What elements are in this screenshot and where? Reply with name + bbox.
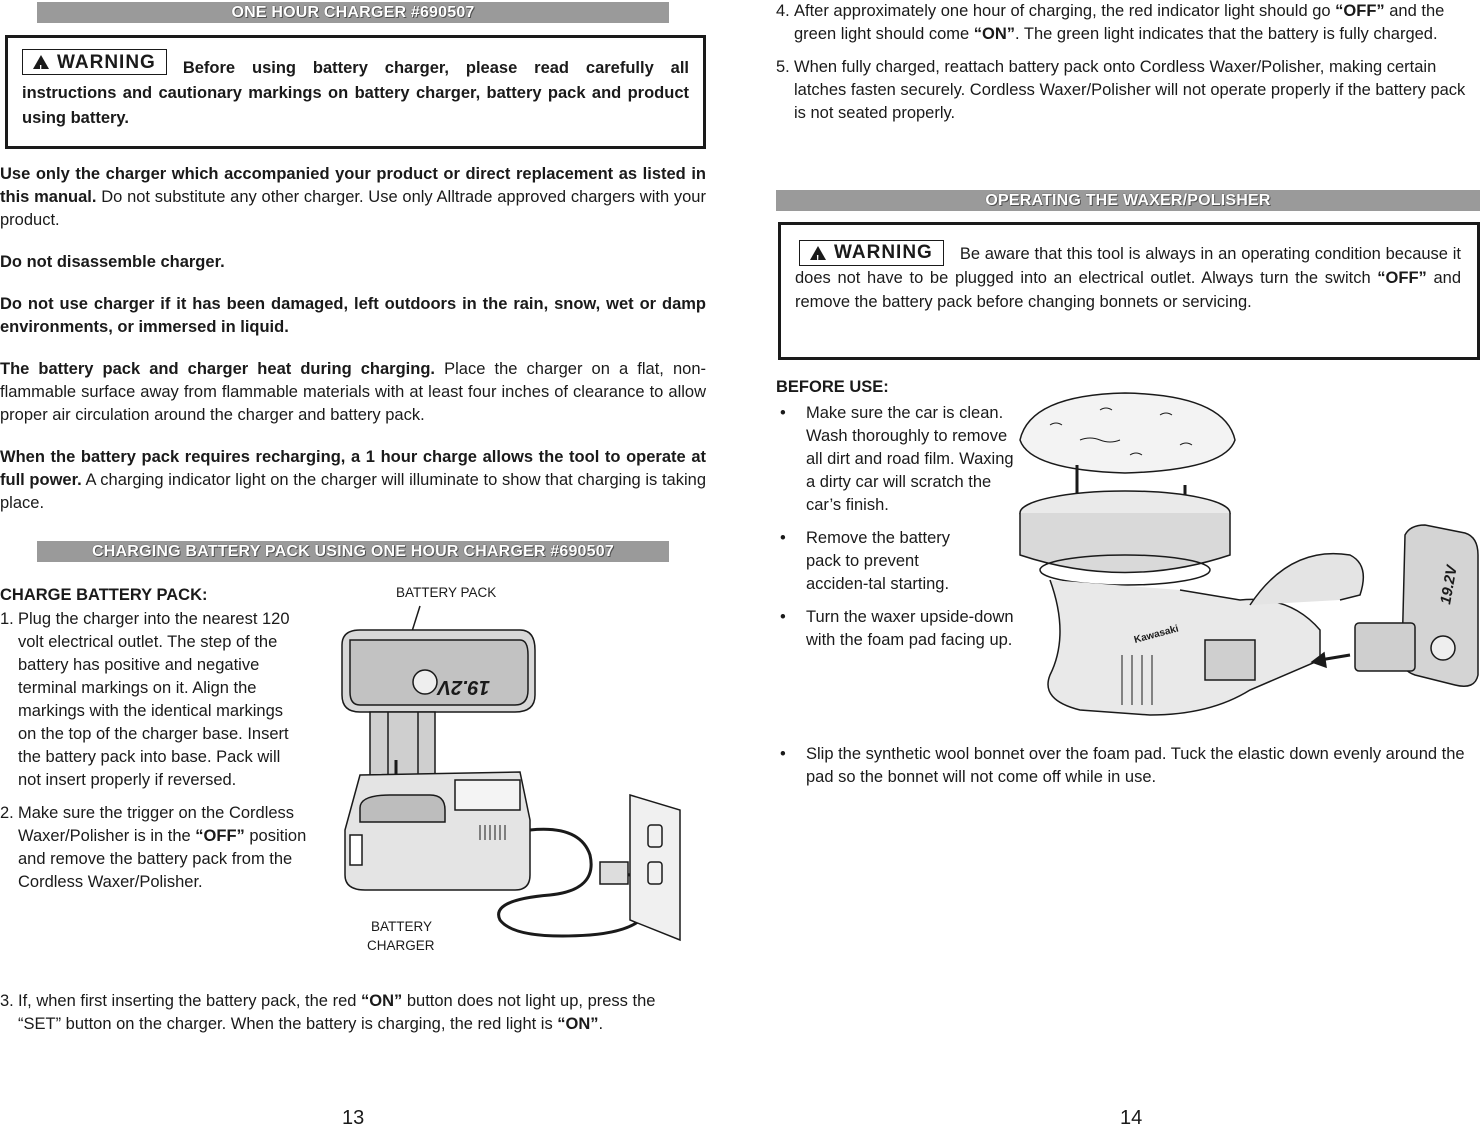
warning-label xyxy=(799,240,944,266)
bullet-text: Turn the waxer upside-down with the foam pad facing up. xyxy=(806,608,1014,649)
text: If, when first inserting the battery pack, the red xyxy=(18,992,362,1010)
bullet-text: Remove the battery pack to prevent acciden-tal starting. xyxy=(806,529,950,593)
charge-heading: CHARGE BATTERY PACK: xyxy=(0,586,208,604)
warning-triangle-icon xyxy=(810,246,826,260)
paragraph-recharge xyxy=(0,446,706,515)
text: . xyxy=(598,1015,604,1033)
step-number: 1. xyxy=(0,610,14,628)
charger-well xyxy=(360,795,445,822)
paragraph-charger-only xyxy=(0,163,706,232)
charger-warning-box xyxy=(5,35,706,149)
bold-text: Do not use charger if it has been damaged, left outdoors in the rain, snow, wet or damp environments, or immersed in liquid. xyxy=(0,295,706,336)
before-use-heading: BEFORE USE: xyxy=(776,378,889,396)
step-text xyxy=(794,0,1481,46)
body-text: Do not substitute any other charger. Use only Alltrade approved chargers with your product. xyxy=(0,188,706,229)
waxer-illustration xyxy=(1010,385,1480,735)
wool-bonnet xyxy=(1020,393,1235,473)
text: and remove the battery pack before changing bonnets or servicing. xyxy=(795,269,1461,311)
bullet-icon: • xyxy=(780,404,786,422)
step-3 xyxy=(0,990,700,1036)
text: position and remove the battery pack from the Cordless Waxer/Polisher. xyxy=(18,827,307,891)
text: button does not light up, press the “SET” button on the charger. When the battery is charging, the red light is xyxy=(18,992,656,1033)
warning-label-text: WARNING xyxy=(834,242,933,263)
step-number: 2. xyxy=(0,804,14,822)
step-number: 3. xyxy=(0,992,14,1010)
bullet-icon: • xyxy=(780,745,786,763)
banner-charging-battery-pack: CHARGING BATTERY PACK USING ONE HOUR CHARGER #690507 xyxy=(37,541,669,562)
charge-steps xyxy=(0,584,310,894)
bullet-item-3 xyxy=(776,606,1016,652)
bullet-item-4 xyxy=(776,743,1480,789)
tool-brand-text: Kawasaki xyxy=(1132,623,1180,646)
step-text xyxy=(18,802,308,894)
wall-outlet xyxy=(630,795,680,940)
battery-stem xyxy=(1355,623,1415,671)
banner-one-hour-charger: ONE HOUR CHARGER #690507 xyxy=(37,2,669,23)
on-text: “ON” xyxy=(361,992,403,1010)
pack-voltage-text: 19.2V xyxy=(1437,564,1461,606)
paragraph-damaged xyxy=(0,293,706,339)
text: Make sure the trigger on the Cordless Waxer/Polisher is in the xyxy=(18,804,295,845)
warning-label-text: WARNING xyxy=(57,51,156,73)
battery-latch-icon xyxy=(1431,636,1455,660)
paragraph-no-disassemble xyxy=(0,251,706,274)
page-number-14: 14 xyxy=(1120,1107,1143,1129)
step-5 xyxy=(776,56,1481,125)
step-2 xyxy=(0,802,310,894)
bold-text: Do not disassemble charger. xyxy=(0,253,225,271)
warning-label xyxy=(22,49,167,75)
charger-label-plate xyxy=(455,780,520,810)
bold-text: When the battery pack requires recharging, a 1 hour charge allows the tool to operate at full power. xyxy=(0,448,706,489)
paragraph-heat xyxy=(0,358,706,427)
bullet-icon: • xyxy=(780,608,786,626)
off-text: “OFF” xyxy=(1335,2,1385,20)
bullet-item-1 xyxy=(776,402,1016,517)
step-number: 4. xyxy=(776,2,790,20)
bold-text: The battery pack and charger heat during charging. xyxy=(0,360,436,378)
text: . The green light indicates that the battery is fully charged. xyxy=(1015,25,1438,43)
banner-operating: OPERATING THE WAXER/POLISHER xyxy=(776,190,1480,211)
charger-illustration xyxy=(330,600,690,945)
charger-warning-text: Before using battery charger, please read carefully all instructions and cautionary markings on battery charger, battery pack and product using battery. xyxy=(22,59,689,127)
battery-latch-icon xyxy=(413,670,437,694)
bullet-item-2 xyxy=(776,527,1016,596)
text: Be aware that this tool is always in an operating condition because it does not have to be plugged into an electrical outlet. Always turn the switch xyxy=(795,245,1461,287)
text: After approximately one hour of charging, the red indicator light should go xyxy=(794,2,1336,20)
body-text: Place the charger on a flat, non-flammable surface away from flammable materials with at least four inches of clearance to allow proper air circulation around the charger and battery pack. xyxy=(0,360,706,424)
bullet-text: Make sure the car is clean. Wash thoroughly to remove all dirt and road film. Waxing a dirty car will scratch the car’s finish. xyxy=(806,404,1014,514)
waxer-handle xyxy=(1250,554,1363,605)
page-number-13: 13 xyxy=(342,1107,365,1129)
label-battery-pack: BATTERY PACK xyxy=(396,585,497,600)
step-text: Plug the charger into the nearest 120 volt electrical outlet. The step of the battery has positive and negative terminal markings on it. Align the markings with the identical markings on the top of the charger base. Insert the battery pack into base. Pack will not insert properly if reversed. xyxy=(18,610,290,789)
on-text: “ON” xyxy=(973,25,1016,43)
charge-steps-continued xyxy=(776,0,1481,125)
page-13 xyxy=(0,0,740,1129)
foam-pad-side xyxy=(1020,513,1230,573)
body-text: A charging indicator light on the charger will illuminate to show that charging is taking place. xyxy=(0,471,707,512)
bold-text: Use only the charger which accompanied your product or direct replacement as listed in this manual. xyxy=(0,165,706,206)
charger-instructions xyxy=(0,163,706,515)
bullet-icon: • xyxy=(780,529,786,547)
step-text xyxy=(18,990,700,1036)
operating-warning-box xyxy=(778,222,1480,360)
on-text: “ON” xyxy=(557,1015,599,1033)
page-14 xyxy=(740,0,1481,1129)
off-text: “OFF” xyxy=(195,827,245,845)
before-use-section xyxy=(776,376,1016,652)
pack-voltage-text: 19.2V xyxy=(437,676,490,698)
grip-pad xyxy=(1205,640,1255,680)
step-text: When fully charged, reattach battery pack onto Cordless Waxer/Polisher, making certain latches fasten securely. Cordless Waxer/Polisher will not operate properly if the battery pack is not seated properly. xyxy=(794,58,1466,122)
warning-triangle-icon xyxy=(33,55,49,69)
bullet-text: Slip the synthetic wool bonnet over the foam pad. Tuck the elastic down evenly around the pad so the bonnet will not come off while in use. xyxy=(806,745,1465,786)
indicator-panel xyxy=(350,835,362,865)
step-number: 5. xyxy=(776,58,790,76)
off-text: “OFF” xyxy=(1377,269,1427,287)
step-4 xyxy=(776,0,1481,46)
plug xyxy=(600,862,628,884)
label-charger: CHARGER xyxy=(367,938,435,953)
step-1 xyxy=(0,608,310,792)
label-battery: BATTERY xyxy=(371,919,433,934)
text: and the green light should come xyxy=(794,2,1445,43)
